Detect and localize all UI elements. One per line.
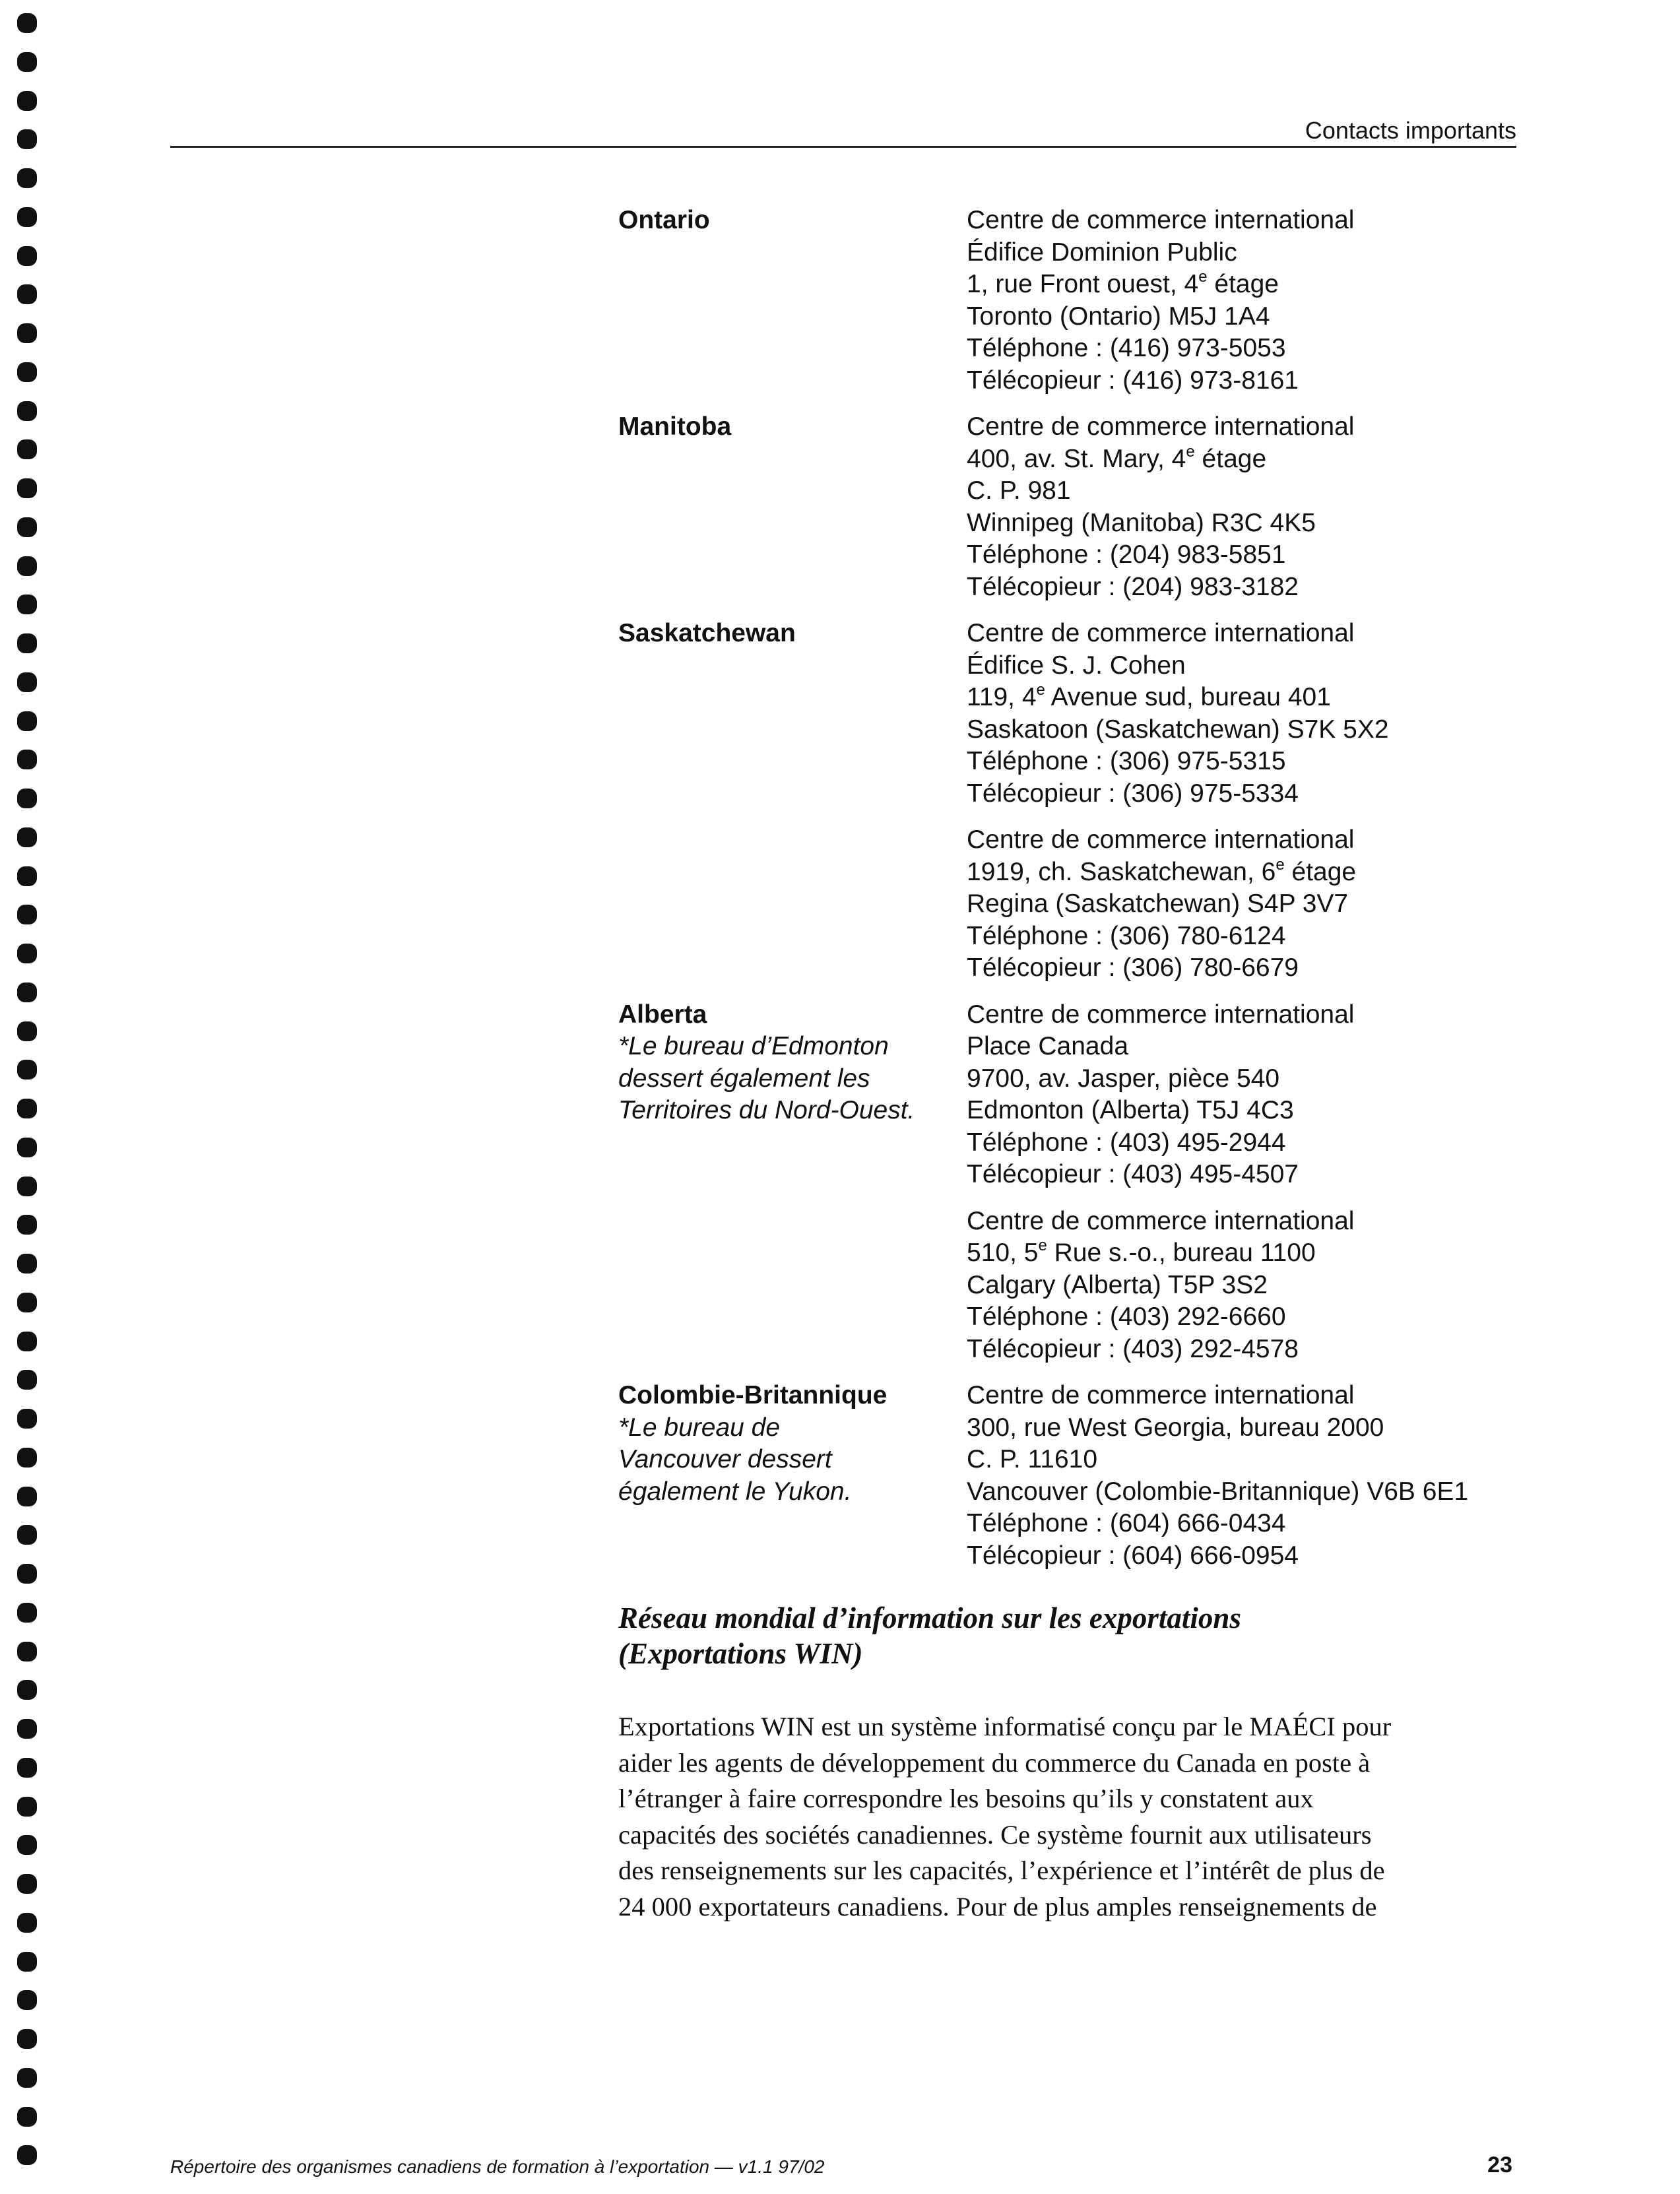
address-line <box>967 1301 1522 1334</box>
office-address-block <box>967 1380 1522 1572</box>
address-text: Saskatoon (Saskatchewan) S7K 5X2 <box>967 715 1389 744</box>
address-text: Winnipeg (Manitoba) R3C 4K5 <box>967 508 1316 537</box>
address-line <box>967 1127 1522 1159</box>
address-line <box>967 1334 1522 1366</box>
address-text: C. P. 11610 <box>967 1445 1098 1473</box>
address-line <box>967 1159 1522 1191</box>
address-text: C. P. 981 <box>967 476 1071 505</box>
address-text: 1919, ch. Saskatchewan, 6 <box>967 857 1276 886</box>
binder-hole <box>17 1525 37 1545</box>
ordinal-superscript: e <box>1276 855 1285 874</box>
binder-hole <box>17 2107 37 2127</box>
offices-column <box>967 999 1522 1380</box>
province-name: Ontario <box>618 206 710 234</box>
binder-hole <box>17 13 37 33</box>
province-column <box>618 411 967 443</box>
address-text: Centre de commerce international <box>967 825 1355 854</box>
paragraph-line: Exportations WIN est un système informatisé conçu par le MAÉCI pour <box>618 1712 1392 1741</box>
binder-hole <box>17 1332 37 1351</box>
office-address-block <box>967 1206 1522 1366</box>
address-line <box>967 1508 1522 1540</box>
section-heading-line: Réseau mondial d’information sur les exportations <box>618 1601 1241 1634</box>
binder-hole <box>17 1060 37 1080</box>
address-line <box>967 539 1522 571</box>
page-number: 23 <box>1487 2152 1512 2178</box>
province-note-line: dessert également les <box>618 1064 870 1093</box>
contact-entry <box>618 205 1522 411</box>
province-note-line: Territoires du Nord-Ouest. <box>618 1096 915 1124</box>
binder-hole <box>17 1642 37 1662</box>
ordinal-superscript: e <box>1036 681 1045 699</box>
ordinal-superscript: e <box>1198 268 1208 286</box>
address-text: Centre de commerce international <box>967 1381 1355 1409</box>
province-column <box>618 1380 967 1508</box>
address-text: 510, 5 <box>967 1239 1039 1267</box>
ordinal-superscript: e <box>1038 1237 1047 1254</box>
binder-hole <box>17 1021 37 1041</box>
binder-hole <box>17 1293 37 1312</box>
office-address-block <box>967 205 1522 397</box>
binder-hole <box>17 1603 37 1623</box>
address-text: Télécopieur : (403) 292-4578 <box>967 1334 1299 1363</box>
address-line <box>967 682 1522 714</box>
address-line <box>967 205 1522 237</box>
address-line <box>967 365 1522 397</box>
province-note-line: *Le bureau de <box>618 1413 781 1442</box>
address-text: Télécopieur : (204) 983-3182 <box>967 572 1299 601</box>
contact-entry <box>618 1380 1522 1586</box>
binder-hole <box>17 711 37 731</box>
contact-entry <box>618 999 1522 1380</box>
address-text: Centre de commerce international <box>967 619 1355 647</box>
address-text: 300, rue West Georgia, bureau 2000 <box>967 1413 1384 1442</box>
binder-hole <box>17 905 37 924</box>
binder-hole <box>17 362 37 382</box>
binder-hole <box>17 439 37 459</box>
binder-hole <box>17 556 37 576</box>
footer-title: Répertoire des organismes canadiens de formation à l’exportation — v1.1 97/02 <box>170 2156 825 2177</box>
binder-hole <box>17 595 37 614</box>
binder-hole <box>17 827 37 847</box>
binder-hole <box>17 789 37 808</box>
binder-hole <box>17 129 37 149</box>
header-title: Contacts importants <box>1305 117 1516 144</box>
binder-hole <box>17 2029 37 2049</box>
address-line <box>967 1476 1522 1508</box>
address-line <box>967 1380 1522 1412</box>
address-line <box>967 443 1522 476</box>
address-line <box>967 269 1522 301</box>
province-note-line: *Le bureau d’Edmonton <box>618 1032 889 1060</box>
address-text: Place Canada <box>967 1032 1129 1060</box>
address-text: Avenue sud, bureau 401 <box>1045 683 1331 711</box>
address-line <box>967 824 1522 856</box>
offices-column <box>967 1380 1522 1586</box>
binder-hole <box>17 2145 37 2165</box>
binder-hole <box>17 1177 37 1196</box>
binder-hole <box>17 1564 37 1584</box>
binder-hole <box>17 1990 37 2010</box>
address-text: Téléphone : (403) 292-6660 <box>967 1303 1286 1331</box>
binder-hole <box>17 401 37 421</box>
binder-hole <box>17 1758 37 1778</box>
address-line <box>967 778 1522 810</box>
address-text: Téléphone : (204) 983-5851 <box>967 540 1286 569</box>
offices-column <box>967 411 1522 618</box>
office-address-block <box>967 999 1522 1191</box>
address-text: Toronto (Ontario) M5J 1A4 <box>967 302 1270 331</box>
section-heading-line: (Exportations WIN) <box>618 1637 863 1670</box>
address-line <box>967 1237 1522 1270</box>
binder-hole <box>17 1409 37 1429</box>
address-text: 119, 4 <box>967 683 1037 711</box>
province-note-line: Vancouver dessert <box>618 1445 832 1473</box>
province-name: Manitoba <box>618 412 732 441</box>
address-line <box>967 1270 1522 1302</box>
binder-hole <box>17 1874 37 1894</box>
address-text: Édifice Dominion Public <box>967 238 1237 267</box>
binder-hole <box>17 246 37 266</box>
offices-column <box>967 618 1522 999</box>
paragraph-line: capacités des sociétés canadiennes. Ce système fournit aux utilisateurs <box>618 1819 1372 1850</box>
address-text: Téléphone : (306) 780-6124 <box>967 921 1286 950</box>
binder-hole <box>17 2068 37 2088</box>
address-text: Téléphone : (306) 975-5315 <box>967 747 1286 775</box>
binder-hole <box>17 1913 37 1933</box>
office-address-block <box>967 411 1522 603</box>
ordinal-superscript: e <box>1186 442 1195 461</box>
address-line <box>967 1206 1522 1238</box>
binder-holes <box>17 13 40 2184</box>
province-column <box>618 205 967 237</box>
paragraph-line: 24 000 exportateurs canadiens. Pour de plus amples renseignements de <box>618 1891 1377 1921</box>
address-text: Centre de commerce international <box>967 1206 1355 1235</box>
address-text: étage <box>1284 857 1357 886</box>
address-text: Centre de commerce international <box>967 412 1355 441</box>
binder-hole <box>17 1138 37 1157</box>
address-line <box>967 650 1522 682</box>
address-line <box>967 1412 1522 1444</box>
address-text: Téléphone : (403) 495-2944 <box>967 1128 1286 1157</box>
binder-hole <box>17 750 37 769</box>
address-line <box>967 1444 1522 1476</box>
section-paragraph <box>618 1709 1529 1925</box>
binder-hole <box>17 168 37 188</box>
address-line <box>967 888 1522 920</box>
binder-hole <box>17 1254 37 1274</box>
address-line <box>967 856 1522 889</box>
contact-entry <box>618 411 1522 618</box>
binder-hole <box>17 91 37 111</box>
address-line <box>967 507 1522 540</box>
address-text: étage <box>1194 444 1267 473</box>
address-line <box>967 237 1522 269</box>
address-line <box>967 999 1522 1031</box>
office-address-block <box>967 618 1522 810</box>
address-line <box>967 1063 1522 1095</box>
binder-hole <box>17 207 37 227</box>
address-line <box>967 301 1522 333</box>
binder-hole <box>17 983 37 1002</box>
province-column <box>618 618 967 650</box>
binder-hole <box>17 1448 37 1468</box>
binder-hole <box>17 1680 37 1700</box>
paragraph-line: des renseignements sur les capacités, l’expérience et l’intérêt de plus de <box>618 1855 1385 1885</box>
address-text: Centre de commerce international <box>967 206 1355 234</box>
address-line <box>967 571 1522 604</box>
binder-hole <box>17 1835 37 1855</box>
address-text: Vancouver (Colombie-Britannique) V6B 6E1 <box>967 1477 1469 1506</box>
binder-hole <box>17 1370 37 1390</box>
address-line <box>967 714 1522 746</box>
address-text: Télécopieur : (604) 666-0954 <box>967 1541 1299 1570</box>
address-text: Télécopieur : (416) 973-8161 <box>967 366 1299 395</box>
binder-hole <box>17 1797 37 1817</box>
binder-hole <box>17 672 37 692</box>
contact-entry <box>618 618 1522 999</box>
address-text: 1, rue Front ouest, 4 <box>967 270 1199 298</box>
address-line <box>967 920 1522 953</box>
section-heading <box>618 1600 1522 1671</box>
address-line <box>967 333 1522 365</box>
address-text: Télécopieur : (403) 495-4507 <box>967 1160 1299 1188</box>
binder-hole <box>17 52 37 72</box>
address-line <box>967 1031 1522 1063</box>
province-column <box>618 999 967 1127</box>
binder-hole <box>17 478 37 498</box>
province-name: Alberta <box>618 1000 707 1029</box>
address-line <box>967 475 1522 507</box>
binder-hole <box>17 1099 37 1118</box>
binder-hole <box>17 1952 37 1972</box>
binder-hole <box>17 323 37 343</box>
binder-hole <box>17 866 37 886</box>
paragraph-line: aider les agents de développement du commerce du Canada en poste à <box>618 1747 1371 1778</box>
address-line <box>967 411 1522 443</box>
address-line <box>967 1095 1522 1127</box>
address-text: Téléphone : (416) 973-5053 <box>967 334 1286 362</box>
address-text: Télécopieur : (306) 975-5334 <box>967 779 1299 808</box>
offices-column <box>967 205 1522 411</box>
binder-hole <box>17 1719 37 1739</box>
province-name: Colombie-Britannique <box>618 1381 888 1409</box>
page-header <box>170 116 1516 148</box>
address-line <box>967 952 1522 984</box>
address-text: Édifice S. J. Cohen <box>967 651 1186 680</box>
province-name: Saskatchewan <box>618 619 796 647</box>
address-line <box>967 618 1522 650</box>
binder-hole <box>17 517 37 537</box>
binder-hole <box>17 284 37 304</box>
province-note-line: également le Yukon. <box>618 1477 852 1506</box>
address-line <box>967 746 1522 778</box>
contacts-list <box>618 205 1522 1586</box>
address-text: Télécopieur : (306) 780-6679 <box>967 953 1299 982</box>
address-text: Edmonton (Alberta) T5J 4C3 <box>967 1096 1294 1124</box>
address-text: Centre de commerce international <box>967 1000 1355 1029</box>
address-text: Calgary (Alberta) T5P 3S2 <box>967 1270 1268 1299</box>
address-text: 400, av. St. Mary, 4 <box>967 444 1186 473</box>
address-text: étage <box>1207 270 1279 298</box>
address-text: Regina (Saskatchewan) S4P 3V7 <box>967 889 1349 918</box>
office-address-block <box>967 824 1522 984</box>
address-line <box>967 1540 1522 1572</box>
binder-hole <box>17 1215 37 1235</box>
binder-hole <box>17 1487 37 1506</box>
binder-hole <box>17 633 37 653</box>
address-text: Rue s.-o., bureau 1100 <box>1047 1239 1316 1267</box>
paragraph-line: l’étranger à faire correspondre les besoins qu’ils y constatent aux <box>618 1784 1314 1813</box>
binder-hole <box>17 944 37 963</box>
address-text: 9700, av. Jasper, pièce 540 <box>967 1064 1280 1093</box>
address-text: Téléphone : (604) 666-0434 <box>967 1509 1286 1537</box>
